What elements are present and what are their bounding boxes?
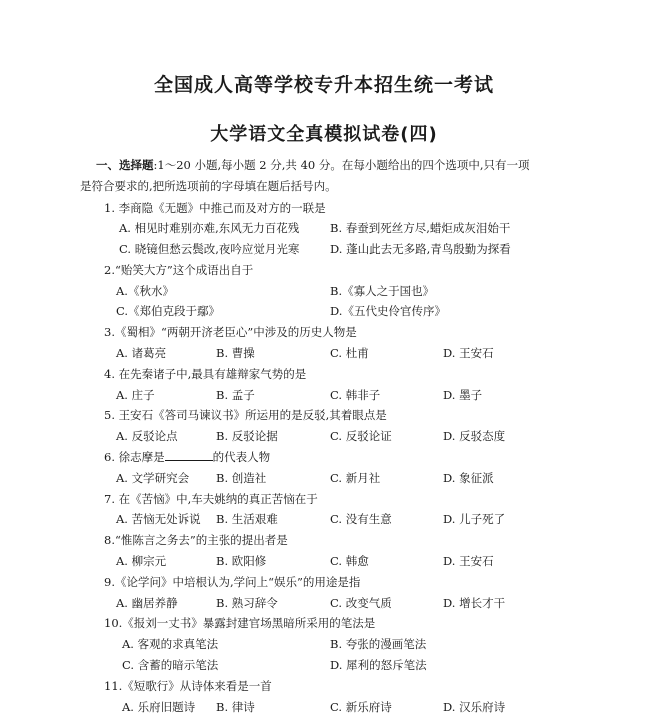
- question-9-option-b: B. 熟习辞令: [216, 596, 278, 610]
- question-1-stem: 1. 李商隐《无题》中推己而及对方的一联是: [104, 201, 326, 215]
- question-11-option-d: D. 汉乐府诗: [443, 700, 506, 714]
- question-4-option-b: B. 孟子: [216, 388, 255, 402]
- question-10-option-a: A. 客观的求真笔法: [122, 637, 219, 651]
- question-10-option-d: D. 犀利的怒斥笔法: [330, 658, 427, 672]
- question-11-option-b: B. 律诗: [216, 700, 255, 714]
- question-8-option-a: A. 柳宗元: [116, 554, 167, 568]
- question-6-option-a: A. 文学研究会: [116, 471, 190, 485]
- exam-subtitle: 大学语文全真模拟试卷(四): [210, 124, 438, 145]
- question-2-option-b: B.《寡人之于国也》: [330, 284, 435, 298]
- question-9-option-d: D. 增长才干: [443, 596, 506, 610]
- question-7-stem: 7. 在《苦恼》中,车夫姚纳的真正苦恼在于: [104, 492, 318, 506]
- question-8-option-d: D. 王安石: [443, 554, 494, 568]
- question-10-option-c: C. 含蓄的暗示笔法: [122, 658, 219, 672]
- question-5-option-a: A. 反驳论点: [116, 429, 178, 443]
- question-8-stem: 8.“惟陈言之务去”的主张的提出者是: [104, 533, 288, 547]
- question-4-option-d: D. 墨子: [443, 388, 483, 402]
- question-11-option-a: A. 乐府旧题诗: [122, 700, 196, 714]
- question-9-stem: 9.《论学问》中培根认为,学问上“娱乐”的用途是指: [104, 575, 361, 589]
- question-1-option-b: B. 春蚕到死丝方尽,蜡炬成灰泪始干: [330, 221, 511, 235]
- question-1-option-c: C. 晓镜但愁云鬓改,夜吟应觉月光寒: [119, 242, 300, 256]
- question-6-option-b: B. 创造社: [216, 471, 267, 485]
- question-9-option-c: C. 改变气质: [330, 596, 392, 610]
- question-1-option-a: A. 相见时难别亦难,东风无力百花残: [119, 221, 300, 235]
- question-9-option-a: A. 幽居养静: [116, 596, 178, 610]
- question-1-option-d: D. 蓬山此去无多路,青鸟殷勤为探看: [330, 242, 511, 256]
- question-3-stem: 3.《蜀相》“两朝开济老臣心”中涉及的历史人物是: [104, 325, 357, 339]
- section-instruction-line1: 一、选择题:1～20 小题,每小题 2 分,共 40 分。在每小题给出的四个选项中,只有一项: [96, 158, 530, 172]
- question-5-option-c: C. 反驳论证: [330, 429, 392, 443]
- exam-title: 全国成人高等学校专升本招生统一考试: [153, 74, 494, 96]
- question-2-option-d: D.《五代史伶官传序》: [330, 304, 446, 318]
- question-3-option-b: B. 曹操: [216, 346, 255, 360]
- question-8-option-b: B. 欧阳修: [216, 554, 267, 568]
- question-7-option-d: D. 儿子死了: [443, 512, 506, 526]
- question-7-option-b: B. 生活艰难: [216, 512, 278, 526]
- question-3-option-a: A. 诸葛亮: [116, 346, 167, 360]
- question-4-option-a: A. 庄子: [116, 388, 155, 402]
- section-instruction-line2: 是符合要求的,把所选项前的字母填在题后括号内。: [80, 179, 337, 193]
- question-2-option-a: A.《秋水》: [116, 284, 174, 298]
- section-lead: 一、选择题: [96, 158, 154, 172]
- question-6-stem: 6. 徐志摩是 的代表人物: [104, 450, 271, 464]
- question-5-stem: 5. 王安石《答司马谏议书》所运用的是反驳,其着眼点是: [104, 408, 387, 422]
- fill-in-blank: [165, 448, 213, 461]
- question-5-option-b: B. 反驳论据: [216, 429, 278, 443]
- question-8-option-c: C. 韩愈: [330, 554, 369, 568]
- question-11-stem: 11.《短歌行》从诗体来看是一首: [104, 679, 272, 693]
- question-2-stem: 2.“贻笑大方”这个成语出自于: [104, 263, 254, 277]
- question-3-option-c: C. 杜甫: [330, 346, 369, 360]
- question-2-option-c: C.《郑伯克段于鄢》: [116, 304, 221, 318]
- question-11-option-c: C. 新乐府诗: [330, 700, 392, 714]
- question-10-option-b: B. 夸张的漫画笔法: [330, 637, 427, 651]
- question-10-stem: 10.《报刘一丈书》暴露封建官场黑暗所采用的笔法是: [104, 616, 376, 630]
- question-4-option-c: C. 韩非子: [330, 388, 381, 402]
- question-3-option-d: D. 王安石: [443, 346, 494, 360]
- question-6-option-c: C. 新月社: [330, 471, 381, 485]
- question-7-option-c: C. 没有生意: [330, 512, 392, 526]
- question-6-option-d: D. 象征派: [443, 471, 494, 485]
- question-4-stem: 4. 在先秦诸子中,最具有雄辩家气势的是: [104, 367, 307, 381]
- question-5-option-d: D. 反驳态度: [443, 429, 506, 443]
- question-7-option-a: A. 苦恼无处诉说: [116, 512, 201, 526]
